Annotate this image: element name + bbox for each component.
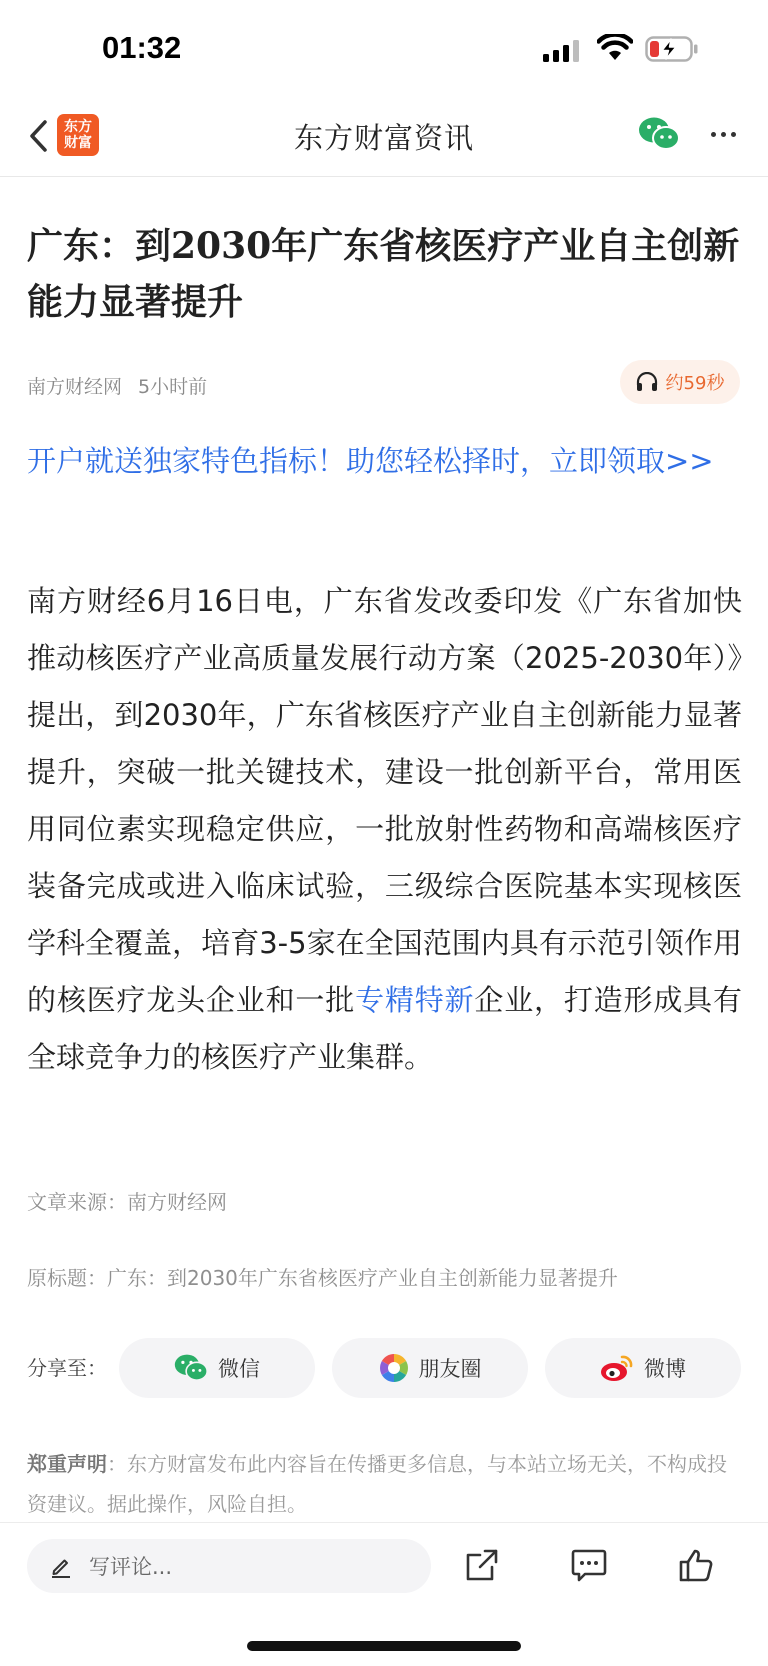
- article-source-line: 文章来源：南方财经网: [27, 1190, 227, 1214]
- comments-button[interactable]: [567, 1543, 611, 1587]
- nav-bar: [0, 100, 768, 177]
- home-indicator: [247, 1641, 521, 1651]
- original-title: 原标题：广东：到2030年广东省核医疗产业自主创新能力显著提升: [27, 1266, 618, 1290]
- headphones-icon: [636, 372, 658, 392]
- article-meta: [27, 372, 207, 399]
- bottom-bar: [0, 1522, 768, 1666]
- wechat-share-icon[interactable]: [638, 116, 680, 152]
- listen-audio-button[interactable]: [620, 360, 740, 404]
- like-button[interactable]: [674, 1543, 718, 1587]
- share-moments-button[interactable]: [332, 1338, 528, 1398]
- disclaimer-text: ：东方财富发布此内容旨在传播更多信息，与本站立场无关，不构成投资建议。据此操作，风险自担。: [27, 1452, 727, 1516]
- app-logo: [57, 114, 99, 156]
- cellular-signal-icon: [543, 40, 581, 62]
- wechat-icon: [174, 1353, 208, 1383]
- disclaimer: [27, 1444, 742, 1524]
- weibo-icon: [600, 1353, 634, 1383]
- status-bar: [0, 0, 768, 100]
- logo-text-top: 东方: [64, 119, 92, 135]
- body-text-part2: 企业，打造形成具有全球竞争力的核医疗产业集群。: [27, 983, 742, 1074]
- disclaimer-label: 郑重声明: [27, 1452, 107, 1476]
- battery-charging-icon: [645, 36, 699, 62]
- article-body: [27, 573, 742, 1086]
- chevron-left-icon: [28, 119, 48, 153]
- share-label: 分享至：: [27, 1356, 107, 1380]
- body-text-part1: 南方财经6月16日电，广东省发改委印发《广东省加快推动核医疗产业高质量发展行动方案（2025-2030年）》提出，到2030年，广东省核医疗产业自主创新能力显著提升，突破一批关键技术，建设一批创新平台，常用医用同位素实现稳定供应，一批放射性药物和高端核医疗装备完成或进入临床试验，三级综合医院基本实现核医学科全覆盖，培育3-5家在全国范围内具有示范引领作用的核医疗龙头企业和一批: [27, 584, 742, 1017]
- share-external-icon: [465, 1548, 499, 1582]
- share-wechat-button[interactable]: [119, 1338, 315, 1398]
- share-weibo-label: 微博: [644, 1357, 686, 1381]
- listen-duration: 约59秒: [665, 373, 725, 394]
- logo-text-bottom: 财富: [64, 135, 92, 151]
- wifi-icon: [597, 34, 633, 62]
- nav-title: 东方财富资讯: [293, 121, 474, 155]
- pen-icon: [49, 1554, 73, 1578]
- comment-placeholder: 写评论...: [89, 1555, 173, 1579]
- share-button[interactable]: [460, 1543, 504, 1587]
- article-source: 南方财经网: [27, 376, 123, 398]
- promo-link[interactable]: 开户就送独家特色指标！助您轻松择时，立即领取>>: [27, 444, 714, 478]
- share-moments-label: 朋友圈: [418, 1357, 482, 1381]
- stock-concept-link[interactable]: 专精特新: [355, 983, 475, 1017]
- share-wechat-label: 微信: [218, 1357, 260, 1381]
- status-time: 01:32: [102, 30, 182, 65]
- comment-input[interactable]: [27, 1539, 431, 1593]
- back-button[interactable]: [20, 116, 56, 156]
- thumbs-up-icon: [678, 1548, 714, 1582]
- moments-icon: [379, 1353, 409, 1383]
- message-icon: [571, 1548, 607, 1582]
- article-time: 5小时前: [138, 376, 208, 398]
- more-menu-button[interactable]: [705, 122, 741, 146]
- article-title: 广东：到2030年广东省核医疗产业自主创新能力显著提升: [27, 225, 740, 323]
- share-weibo-button[interactable]: [545, 1338, 741, 1398]
